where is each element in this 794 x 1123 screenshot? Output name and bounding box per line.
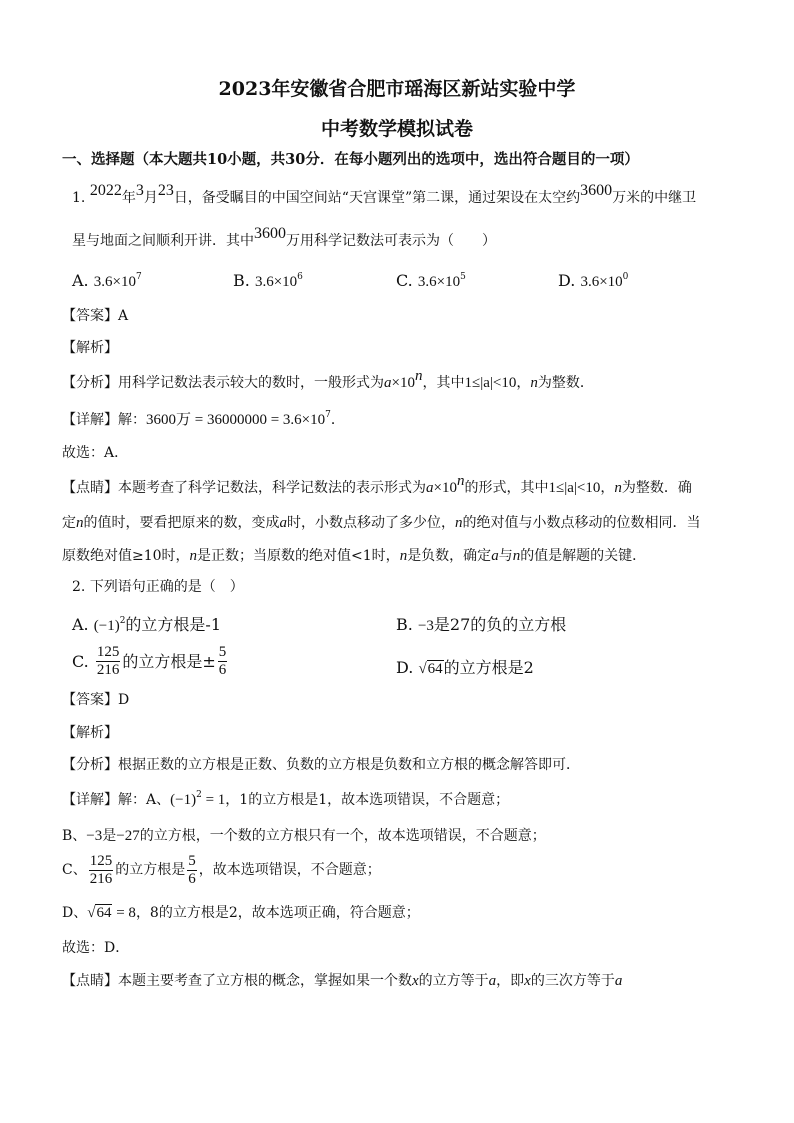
detail-text: D、 [62,905,88,921]
math-var: x [524,973,531,989]
math-var: a [488,973,497,989]
math: −3 [86,828,103,844]
fraction [96,644,121,679]
q1-distance: 3600 [580,182,613,199]
q1-option-b[interactable] [233,271,303,291]
comment-text: 的值时，要看把原来的数，变成 [83,515,280,531]
q1-option-c[interactable] [396,271,466,291]
q1-text: 星与地面之间顺利开讲．其中 [72,233,254,249]
option-math: 3.6×10 [93,274,136,290]
math: 3600万 = 36000000 = 3.6×10 [146,412,326,428]
analysis-text: 为整数． [537,375,594,391]
option-label: A. [72,271,89,290]
q1-answer [62,306,754,326]
q2-option-d[interactable] [396,655,534,678]
option-math: −3 [417,618,434,634]
detail-text: ，8的立方根是2，故本选项正确，符合题意； [135,905,420,921]
math: (−1) [170,792,197,808]
detail-text: B、 [62,828,87,844]
detail-text: ． [330,412,345,428]
math-var: n [512,548,521,564]
math-var: a [279,515,287,531]
q1-text: 万米的中继卫 [612,190,697,206]
math: ×10 [391,375,415,391]
q1-comment-line1 [62,473,754,498]
option-math: (−1) [93,618,120,634]
q2-detail-a [62,790,754,810]
q1-jiexi: 【解析】 [62,340,118,356]
q1-distance2: 3600 [254,225,286,242]
option-label: D. [396,658,414,677]
fraction [89,853,114,888]
option-label: C. [72,652,89,671]
option-text: 的立方根是2 [443,658,534,677]
math-exp: 2 [196,790,202,801]
analysis-text: 用科学记数法表示较大的数时，一般形式为 [118,375,384,391]
math-var: a [384,375,392,391]
q2-option-b[interactable] [396,612,566,635]
q1-detail [62,410,754,430]
q2-detail-c [62,853,754,888]
comment-text: 的形式，其中 [464,480,549,496]
q2-analysis [62,755,754,775]
q2-stem [72,577,754,597]
detail-text: 是 [102,828,117,844]
q2-jiexi: 【解析】 [62,725,118,741]
q1-text: 月 [143,190,158,206]
option-math: 3.6×10 [417,274,461,290]
fraction-numerator: 5 [218,644,227,660]
page-title: 2023年安徽省合肥市瑶海区新站实验中学 [218,78,576,100]
q2-answer [62,690,754,710]
option-label: B. [396,615,413,634]
option-exponent: 2 [119,615,126,626]
comment-tag: 【点睛】 [62,480,118,496]
math-var: n [614,480,622,496]
radicand: 64 [427,661,443,677]
detail-text: ，1的立方根是1，故本选项错误，不合题意； [225,792,510,808]
sqrt-symbol: √64 [87,905,112,921]
detail-tag: 【详解】 [62,412,118,428]
q1-choice: 故选：A． [62,445,129,461]
detail-text: 的立方根是 [115,862,186,878]
analysis-text: ， [516,375,531,391]
option-label: B. [233,271,250,290]
q1-text: 万用科学记数法可表示为（ ） [286,233,496,249]
math-var: a [426,480,434,496]
option-text: 是27的负的立方根 [433,615,567,634]
sqrt-symbol: √64 [418,661,443,677]
analysis-tag: 【分析】 [62,757,118,773]
detail-text: ，故本选项错误，不合题意； [198,862,381,878]
q1-day: 23 [157,182,174,199]
math-var: n [189,548,198,564]
q1-month: 3 [135,182,144,199]
math: 1≤|a|<10 [464,375,517,391]
math: 1≤|a|<10 [548,480,601,496]
page-subtitle: 中考数学模拟试卷 [320,118,473,140]
fraction-denominator: 216 [96,662,120,678]
comment-text: ， [600,480,615,496]
comment-text: 的立方等于 [418,973,489,989]
option-label: D. [558,271,576,290]
math-var: a [491,548,499,564]
answer-tag: 【答案】 [62,692,118,708]
q1-option-a[interactable] [72,271,142,291]
answer-tag: 【答案】 [62,308,118,324]
comment-text: 的值是解题的关键． [520,548,647,564]
radicand: 64 [96,905,112,921]
fraction-denominator: 6 [188,871,196,887]
math-var: a [614,973,623,989]
math-var: n [530,375,538,391]
math-exp: n [456,473,465,490]
q1-option-d[interactable] [558,271,628,291]
comment-text: 是正数；当原数的绝对值<1时， [197,548,400,564]
comment-text: ，即 [496,973,525,989]
fraction-denominator: 6 [218,662,227,678]
q2-comment [62,971,754,991]
q2-detail-b [62,826,754,846]
math: = 8 [112,905,136,921]
detail-text: 解：A、 [118,792,171,808]
fraction [187,853,197,888]
q1-text: 年 [121,190,136,206]
fraction-denominator: 216 [89,871,113,887]
q2-text: 下列语句正确的是（ ） [89,579,244,595]
q2-option-a[interactable] [72,612,221,635]
math: = 1 [201,792,226,808]
comment-text: 本题主要考查了立方根的概念，掌握如果一个数 [118,973,412,989]
q2-option-c[interactable] [72,644,229,679]
option-text: 的立方根是-1 [125,615,222,634]
q1-comment-line2 [62,513,754,533]
comment-text: 的绝对值与小数点移动的位数相同．当 [462,515,701,531]
math-exp: n [414,368,423,385]
fraction-numerator: 125 [96,644,120,660]
answer-value: A [118,308,129,324]
math-var: n [455,515,463,531]
comment-text: 定 [62,515,76,531]
q1-year: 2022 [89,182,122,199]
section-heading: 一、选择题（本大题共10小题，共30分．在每小题列出的选项中，选出符合题目的一项） [62,151,639,168]
analysis-text: ，其中 [422,375,465,391]
comment-tag: 【点睛】 [62,973,118,989]
comment-text: 本题考查了科学记数法，科学记数法的表示形式为 [118,480,426,496]
option-label: A. [72,615,89,634]
math: ×10 [433,480,457,496]
q1-analysis [62,368,754,393]
detail-text: C、 [62,862,87,878]
comment-text: 原数绝对值≥10时， [62,548,190,564]
comment-text: 为整数．确 [621,480,692,496]
comment-text: 与 [498,548,513,564]
q2-number: 2. [72,579,86,595]
q1-number: 1. [72,190,86,206]
q1-stem-line1 [72,182,754,208]
math-var: n [399,548,408,564]
analysis-tag: 【分析】 [62,375,118,391]
comment-text: 是负数，确定 [407,548,492,564]
analysis-text: 根据正数的立方根是正数、负数的立方根是负数和立方根的概念解答即可． [118,757,580,773]
comment-text: 的三次方等于 [530,973,615,989]
option-math: 3.6×10 [580,274,623,290]
q1-comment-line3 [62,546,754,566]
option-exponent: 6 [297,271,303,282]
option-text: 的立方根是± [122,652,216,671]
math-exp: 7 [325,410,331,421]
option-label: C. [396,271,413,290]
detail-text: 解： [118,412,146,428]
detail-text: 的立方根，一个数的立方根只有一个，故本选项错误，不合题意； [139,828,546,844]
option-exponent: 0 [622,271,629,282]
fraction-numerator: 125 [89,853,113,869]
detail-tag: 【详解】 [62,792,118,808]
answer-value: D [118,692,130,708]
q2-detail-d [62,903,754,923]
q1-stem-line2 [72,225,754,251]
math-var: n [76,515,84,531]
math-var: x [412,973,419,989]
q1-text: 日，备受瞩目的中国空间站“天宫课堂”第二课，通过架设在太空约 [173,190,581,206]
comment-text: 时，小数点移动了多少位， [287,515,455,531]
math: −27 [116,828,140,844]
fraction [218,644,228,679]
option-math: 3.6×10 [254,274,298,290]
q2-choice: 故选：D． [62,940,130,956]
option-exponent: 7 [135,271,142,282]
option-exponent: 5 [460,271,466,282]
fraction-numerator: 5 [188,853,196,869]
